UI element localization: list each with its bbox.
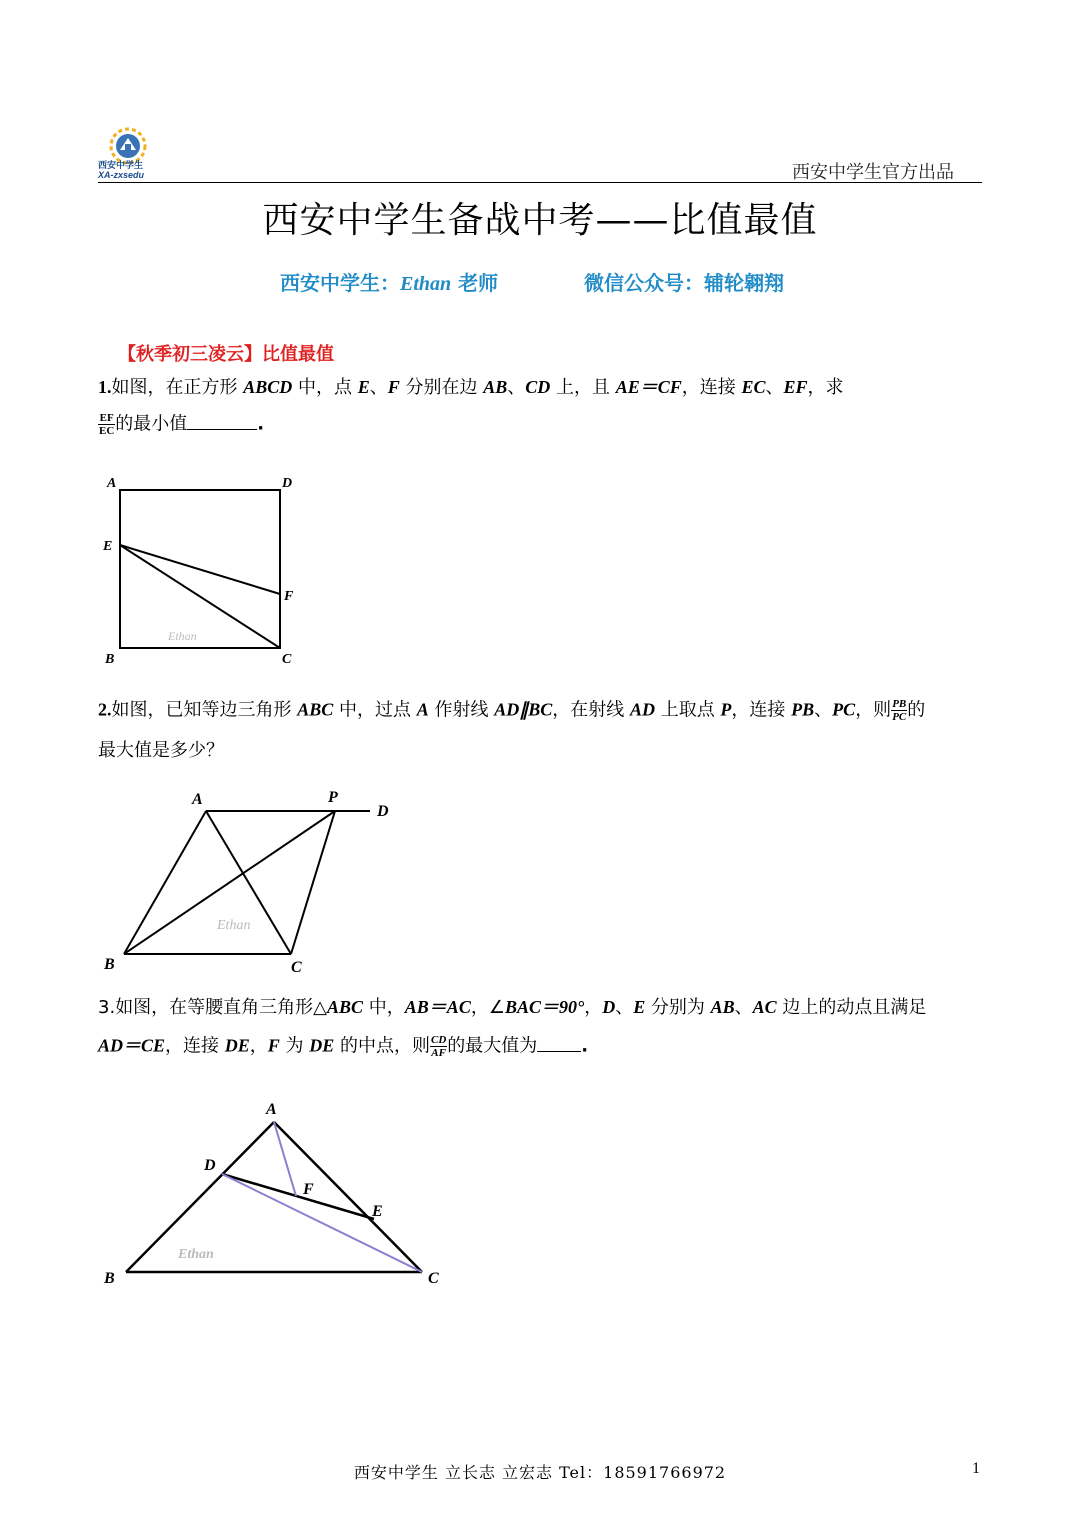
watermark: Ethan (178, 1247, 214, 1262)
label-e: E (103, 539, 113, 554)
author-line: 西安中学生：Ethan 老师 (280, 271, 499, 295)
label-c: C (282, 652, 292, 667)
label-p: P (328, 789, 338, 806)
label-a: A (266, 1101, 277, 1118)
footer-contact: 西安中学生 立长志 立宏志 Tel：18591766972 (353, 1463, 727, 1482)
label-b: B (104, 1270, 115, 1287)
answer-blank-1 (187, 413, 257, 430)
label-a: A (107, 476, 117, 491)
label-f: F (284, 589, 294, 604)
segment-cd (222, 1174, 422, 1272)
problem-2-text: 2.如图，已知等边三角形 ABC 中，过点 A 作射线 AD∥BC，在射线 AD 上取点 P，连接 PB、PC，则 $\frac{PB}{PC}$ 的 最大值是多少？ (98, 698, 926, 761)
page-title: 西安中学生备战中考——比值最值 (262, 200, 818, 241)
label-b: B (105, 652, 115, 667)
wechat-line: 微信公众号：辅轮翱翔 (584, 271, 784, 295)
watermark: Ethan (168, 629, 197, 643)
label-b: B (104, 956, 115, 973)
label-c: C (291, 959, 302, 976)
fraction-ef-ec: $\frac{EF}{EC}$ (99, 412, 115, 437)
label-d: D (377, 803, 389, 820)
problem-3-text: 3.如图，在等腰直角三角形△ABC 中，AB＝AC，∠BAC＝90°，D、E 分别为 AB、AC 边上的动点且满足 AD＝CE，连接 DE，F 为 DE 的中点，则 $\frac{CD}{AF}$ 的最大值为 . (98, 997, 927, 1059)
figure-equilateral (98, 782, 408, 982)
label-c: C (428, 1270, 439, 1287)
segment-ec (120, 545, 280, 648)
segment-ab (124, 811, 206, 954)
problem-1-text: 1.如图，在正方形 ABCD 中，点 E、F 分别在边 AB、CD 上，且 AE＝CF，连接 EC、EF，求 $\frac{EF}{EC}$ 的最小值 . (98, 377, 844, 437)
label-e: E (372, 1203, 383, 1220)
figure-isosceles-right (98, 1092, 458, 1292)
segment-ef (120, 545, 280, 594)
fraction-cd-af: $\frac{CD}{AF}$ (431, 1034, 447, 1059)
section-title: 【秋季初三凌云】比值最值 (118, 344, 334, 365)
figure-square (98, 470, 318, 670)
label-d: D (282, 476, 293, 491)
header-divider (98, 182, 982, 183)
label-d: D (204, 1157, 216, 1174)
label-f: F (303, 1181, 314, 1198)
answer-blank-3 (537, 1035, 581, 1052)
segment-pc (291, 811, 335, 954)
header-publisher: 西安中学生官方出品 (792, 162, 954, 182)
fraction-pb-pc: $\frac{PB}{PC}$ (892, 698, 907, 723)
logo-text: 西安中学生 XA-zxsedu (98, 160, 145, 180)
label-a: A (192, 791, 203, 808)
page-number: 1 (972, 1460, 980, 1477)
watermark: Ethan (217, 918, 251, 933)
